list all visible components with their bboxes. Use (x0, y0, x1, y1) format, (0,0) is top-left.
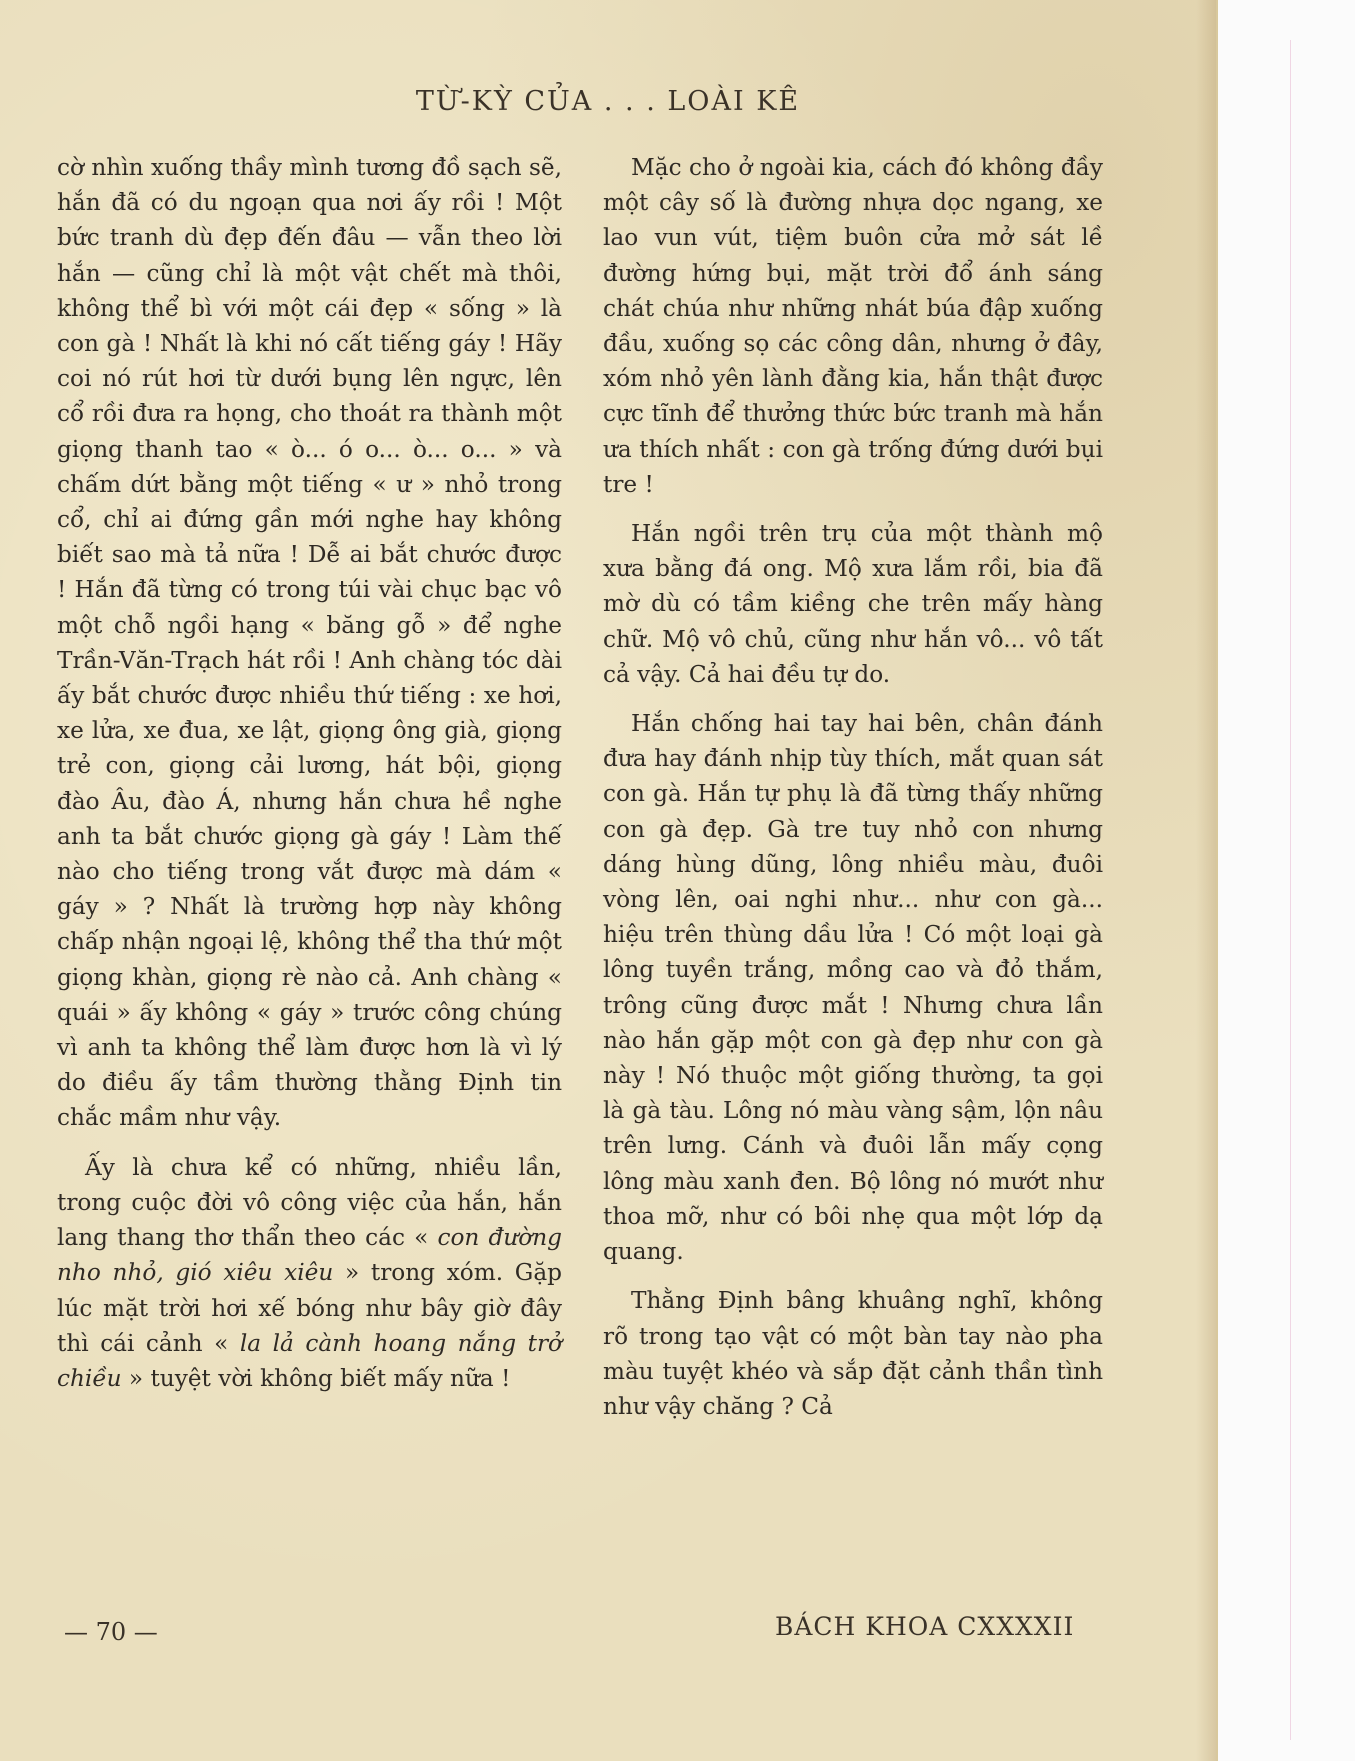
page-edge-shadow (1196, 0, 1216, 1761)
left-column (57, 150, 562, 1396)
left-paragraph-2-text-b: » trong xóm. Gặp lúc mặt trời hơi xế bóng như bây giờ đây thì cái cảnh « (57, 1259, 562, 1357)
running-header: TỪ-KỲ CỦA . . . LOÀI KÊ (415, 86, 801, 117)
page-number: — 70 — (64, 1618, 158, 1646)
right-paragraph-4: Thằng Định bâng khuâng nghĩ, không rõ trong tạo vật có một bàn tay nào pha màu tuyệt khéo và sắp đặt cảnh thần tình như vậy chăng ? Cả (603, 1287, 1103, 1420)
left-paragraph-1: cờ nhìn xuống thầy mình tương đồ sạch sẽ, hắn đã có du ngoạn qua nơi ấy rồi ! Một bức tranh dù đẹp đến đâu — vẫn theo lời hắn — cũng chỉ là một vật chết mà thôi, không thể bì với một cái đẹp « sống » là con gà ! Nhất là khi nó cất tiếng gáy ! Hãy coi nó rút hơi từ dưới bụng lên ngực, lên cổ rồi đưa ra họng, cho thoát ra thành một giọng thanh tao « ò... ó o... ò... o... » và chấm dứt bằng một tiếng « ư » nhỏ trong cổ, chỉ ai đứng gần mới nghe hay không biết sao mà tả nữa ! Dễ ai bắt chước được ! Hắn đã từng có trong túi vài chục bạc vô một chỗ ngồi hạng « băng gỗ » để nghe Trần-Văn-Trạch hát rồi ! Anh chàng tóc dài ấy bắt chước được nhiều thứ tiếng : xe hơi, xe lửa, xe đua, xe lật, giọng ông già, giọng trẻ con, giọng cải lương, hát bội, giọng đào Âu, đào Á, nhưng hắn chưa hề nghe anh ta bắt chước giọng gà gáy ! Làm thế nào cho tiếng trong vắt được mà dám « gáy » ? Nhất là trường hợp này không chấp nhận ngoại lệ, không thể tha thứ một giọng khàn, giọng rè nào cả. Anh chàng « quái » ấy không « gáy » trước công chúng vì anh ta không thể làm được hơn là vì lý do điều ấy tầm thường thằng Định tin chắc mầm như vậy. (57, 154, 562, 1132)
right-paragraph-3: Hắn chống hai tay hai bên, chân đánh đưa hay đánh nhịp tùy thích, mắt quan sát con gà. Hắn tự phụ là đã từng thấy những con gà đẹp. Gà tre tuy nhỏ con nhưng dáng hùng dũng, lông nhiều màu, đuôi vòng lên, oai nghi như... như con gà... hiệu trên thùng dầu lửa ! Có một loại gà lông tuyền trắng, mồng cao và đỏ thắm, trông cũng được mắt ! Nhưng chưa lần nào hắn gặp một con gà đẹp như con gà này ! Nó thuộc một giống thường, ta gọi là gà tàu. Lông nó màu vàng sậm, lộn nâu trên lưng. Cánh và đuôi lẫn mấy cọng lông màu xanh đen. Bộ lông nó mướt như thoa mỡ, như có bôi nhẹ qua một lớp dạ quang. (603, 710, 1103, 1266)
right-paragraph-2: Hắn ngồi trên trụ của một thành mộ xưa bằng đá ong. Mộ xưa lắm rồi, bia đã mờ dù có tầm kiềng che trên mấy hàng chữ. Mộ vô chủ, cũng như hắn vô... vô tất cả vậy. Cả hai đều tự do. (603, 520, 1103, 688)
right-column (603, 150, 1103, 1424)
left-paragraph-2-italic-1: con đường nho nhỏ, gió xiêu xiêu (57, 1224, 562, 1287)
right-paragraph-1: Mặc cho ở ngoài kia, cách đó không đầy một cây số là đường nhựa dọc ngang, xe lao vun vút, tiệm buôn cửa mở sát lề đường hứng bụi, mặt trời đổ ánh sáng chát chúa như những nhát búa đập xuống đầu, xuống sọ các công dân, nhưng ở đây, xóm nhỏ yên lành đằng kia, hắn thật được cực tĩnh để thưởng thức bức tranh mà hắn ưa thích nhất : con gà trống đứng dưới bụi tre ! (603, 154, 1103, 498)
magazine-issue: BÁCH KHOA CXXXXII (775, 1612, 1075, 1641)
left-paragraph-2-italic-2: la lả cành hoang nắng trở chiều (57, 1329, 562, 1392)
left-paragraph-2-text-c: » tuyệt vời không biết mấy nữa ! (121, 1364, 511, 1392)
margin-rule (1290, 40, 1291, 1740)
left-paragraph-2 (57, 1150, 562, 1396)
left-paragraph-2-text-a: Ấy là chưa kể có những, nhiều lần, trong cuộc đời vô công việc của hắn, hắn lang thang thơ thẩn theo các « (57, 1153, 562, 1252)
scan-background-margin (1218, 0, 1355, 1761)
